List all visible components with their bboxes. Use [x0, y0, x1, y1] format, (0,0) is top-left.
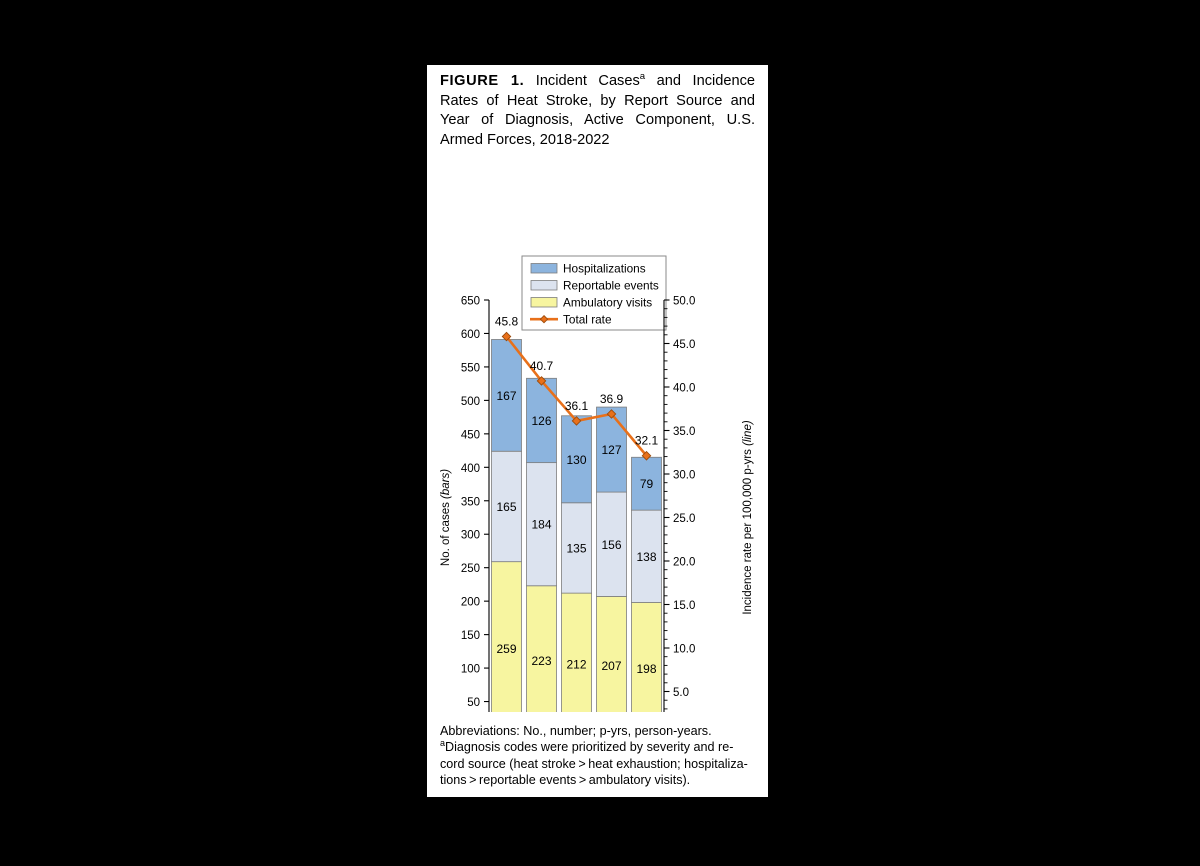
footnote-line-1: Diagnosis codes were prioritized by severity and re-: [445, 740, 734, 755]
y-axis-tick-label: 600: [460, 328, 480, 341]
bar-segment-hospitalizations-2020: [562, 416, 592, 503]
footnote-line-3: tions > reportable events > ambulatory visits).: [440, 773, 691, 788]
bar-segment-reportable-events-2019: [527, 463, 557, 586]
bar-segment-value-label: 223: [531, 653, 552, 668]
y-axis-tick-label: 550: [460, 362, 480, 375]
legend-swatch: [531, 264, 557, 274]
y2-axis-tick-label: 5.0: [673, 687, 689, 699]
y-axis-title: No. of cases (bars): [440, 468, 452, 567]
chart-legend: [522, 256, 666, 330]
total-rate-value-label: 40.7: [529, 358, 554, 373]
bar-segment-value-label: 126: [531, 413, 552, 428]
y2-axis-tick-label: 35.0: [673, 426, 696, 438]
bar-segment-reportable-events-2022: [632, 510, 662, 602]
figure-footnote: [440, 723, 755, 789]
bar-segment-hospitalizations-2018: [492, 339, 522, 451]
y-axis-tick-label: 150: [460, 630, 480, 643]
bar-segment-value-label: 259: [496, 641, 517, 656]
y2-axis-tick-label: 10.0: [673, 643, 696, 656]
bar-rect: [597, 596, 627, 712]
y2-axis-tick-label: 25.0: [673, 513, 696, 525]
chart-area: [427, 157, 768, 712]
y2-axis-tick-label: 40.0: [673, 382, 696, 395]
bar-series-group: [492, 339, 662, 712]
bar-rect: [632, 602, 662, 712]
y2-axis-tick-label: 20.0: [673, 556, 696, 569]
footnote-abbreviations: Abbreviations: No., number; p-yrs, person-years.: [440, 724, 712, 738]
legend-item-reportable-events: [531, 279, 659, 293]
bar-segment-ambulatory-visits-2021: [597, 596, 627, 712]
bar-segment-value-label: 130: [566, 452, 587, 467]
legend-label: Total rate: [563, 312, 612, 327]
bar-segment-ambulatory-visits-2019: [527, 586, 557, 712]
bar-rect: [562, 593, 592, 712]
bar-segment-value-label: 127: [601, 443, 622, 458]
legend-label: Hospitalizations: [563, 261, 646, 276]
bar-segment-hospitalizations-2022: [632, 457, 662, 510]
bar-segment-value-label: 167: [496, 388, 517, 403]
y-axis-tick-label: 250: [460, 563, 480, 576]
y2-axis-tick-label: 50.0: [673, 295, 696, 308]
y-axis-tick-label: 100: [460, 663, 480, 676]
bar-segment-value-label: 198: [636, 662, 657, 677]
bar-segment-ambulatory-visits-2022: [632, 602, 662, 712]
y2-axis-tick-label: 15.0: [673, 600, 696, 612]
y-axis-tick-label: 50: [467, 697, 480, 710]
total-rate-value-label: 36.1: [564, 398, 589, 413]
figure-title-footnote-marker: a: [639, 71, 646, 83]
legend-swatch: [531, 281, 557, 291]
y-axis-tick-label: 650: [460, 295, 480, 308]
y2-axis-title: Incidence rate per 100,000 p-yrs (line): [742, 420, 754, 615]
bar-segment-ambulatory-visits-2018: [492, 562, 522, 712]
footnote-diagnosis-note: [440, 739, 755, 788]
legend-label: Reportable events: [563, 278, 659, 293]
y2-axis-tick-label: 30.0: [673, 469, 696, 482]
bar-segment-reportable-events-2018: [492, 451, 522, 561]
total-rate-value-label: 36.9: [599, 391, 624, 406]
bar-segment-value-label: 207: [601, 659, 622, 674]
bar-segment-value-label: 212: [566, 657, 587, 672]
bar-segment-hospitalizations-2021: [597, 407, 627, 492]
y-axis-tick-label: 350: [460, 496, 480, 509]
y-axis-tick-label: 500: [460, 395, 480, 408]
bar-rect: [492, 562, 522, 712]
figure-number-label: FIGURE 1.: [440, 73, 525, 89]
legend-swatch: [531, 298, 557, 308]
bar-segment-reportable-events-2020: [562, 503, 592, 593]
figure-panel: [427, 65, 768, 797]
y-axis-tick-label: 450: [460, 429, 480, 442]
total-rate-value-label: 32.1: [634, 433, 659, 448]
bar-segment-value-label: 79: [639, 477, 654, 492]
bar-segment-ambulatory-visits-2020: [562, 593, 592, 712]
legend-label: Ambulatory visits: [563, 295, 653, 310]
figure-title-part-1: Incident Cases: [524, 73, 640, 89]
bar-segment-value-label: 165: [496, 499, 517, 514]
figure-title-part-2: and Incidence Rates of Heat Stroke, by Report Source and Year of Diagnosis, Active Component, U.S. Armed Forces, 2018-2022: [440, 73, 755, 148]
legend-item-ambulatory-visits: [531, 296, 652, 310]
footnote-line-2: cord source (heat stroke > heat exhaustion; hospitaliza-: [440, 756, 748, 771]
bar-segment-value-label: 138: [636, 549, 657, 564]
y-axis-tick-label: 300: [460, 529, 480, 542]
bar-rect: [527, 586, 557, 712]
bar-segment-value-label: 156: [601, 537, 622, 552]
bar-segment-value-label: 135: [566, 541, 587, 556]
bar-segment-value-label: 184: [531, 517, 552, 532]
y-axis-tick-label: 200: [460, 596, 480, 609]
heat-stroke-stacked-bar-chart: [427, 157, 768, 712]
bar-segment-reportable-events-2021: [597, 492, 627, 596]
y2-axis-tick-label: 45.0: [673, 339, 696, 351]
y-axis-tick-label: 400: [460, 462, 480, 475]
legend-item-hospitalizations: [531, 262, 646, 276]
figure-caption: [440, 72, 755, 150]
total-rate-value-label: 45.8: [494, 314, 519, 329]
footnote-marker: a: [440, 738, 446, 749]
